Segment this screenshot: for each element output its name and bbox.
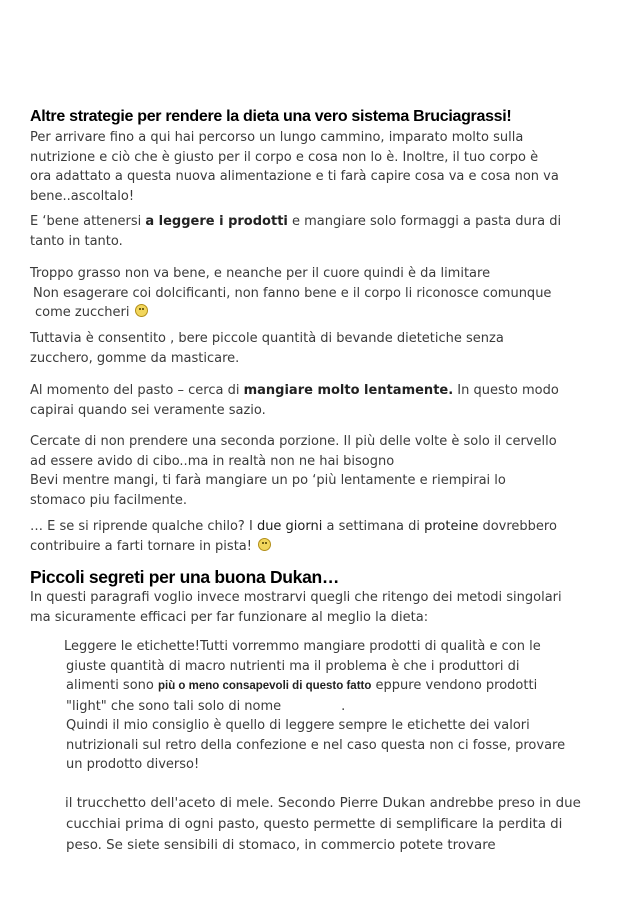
text-line [66, 676, 616, 697]
text-line: giuste quantità di macro nutrienti ma il problema è che i produttori di [66, 658, 520, 674]
text-line: tanto in tanto. [30, 233, 123, 249]
paragraph-intro [30, 128, 610, 206]
text-span: … E se si riprende qualche chilo? I [30, 519, 257, 534]
text-span: contribuire a farti tornare in pista! [30, 538, 252, 554]
section-heading: Altre strategie per rendere la dieta una vero sistema Bruciagrassi! [30, 108, 512, 125]
text-line: Per arrivare fino a qui hai percorso un lungo cammino, imparato molto sulla [30, 130, 524, 145]
text-span: In questo modo [453, 383, 559, 398]
list-item-aceto [66, 793, 626, 856]
text-line: il trucchetto dell'aceto di mele. Secondo Pierre Dukan andrebbe preso in due [65, 796, 581, 811]
text-span: E ‘bene attenersi [30, 214, 146, 229]
smiley-icon [258, 538, 271, 551]
text-line: Non esagerare coi dolcificanti, non fanno bene e il corpo li riconosce comunque [33, 285, 552, 301]
text-line: ma sicuramente efficaci per far funzionare al meglio la dieta: [30, 609, 429, 625]
link-due-giorni[interactable]: due giorni [256, 519, 323, 534]
text-span: Al momento del pasto – cerca di [30, 383, 244, 398]
text-span: . [341, 698, 346, 714]
text-line [30, 381, 610, 401]
text-line: peso. Se siete sensibili di stomaco, in commercio potete trovare [66, 838, 496, 853]
bold-text: più o meno consapevoli di questo fatto [157, 680, 372, 692]
paragraph-prodotti [30, 212, 610, 251]
paragraph-porzione [30, 432, 610, 510]
text-line: Cercate di non prendere una seconda porzione. Il più delle volte è solo il cervello [30, 434, 557, 449]
link-proteine[interactable]: proteine [424, 519, 479, 534]
text-line: Quindi il mio consiglio è quello di leggere sempre le etichette dei valori [66, 718, 530, 733]
text-span: alimenti sono [66, 678, 158, 693]
text-span: come zuccheri [35, 305, 130, 320]
text-span: dovrebbero [478, 519, 557, 534]
text-span: "light" che sono tali solo di nome [66, 698, 282, 714]
section-heading: Piccoli segreti per una buona Dukan… [30, 567, 340, 587]
smiley-icon [135, 304, 148, 317]
text-line: nutrizione e ciò che è giusto per il corpo e cosa non lo è. Inoltre, il tuo corpo è [30, 149, 539, 165]
bold-text: mangiare molto lentamente. [243, 383, 454, 398]
text-line [66, 697, 616, 717]
text-line: Leggere le etichette!Tutti vorremmo mangiare prodotti di qualità e con le [64, 639, 541, 654]
text-line: ad essere avido di cibo..ma in realtà non ne hai bisogno [30, 453, 395, 469]
bold-text: a leggere i prodotti [145, 214, 288, 229]
paragraph-segreti [30, 588, 610, 627]
paragraph-grasso [30, 264, 610, 323]
text-line: capirai quando sei veramente sazio. [30, 402, 266, 418]
text-line: In questi paragrafi voglio invece mostrarvi quegli che ritengo dei metodi singolari [30, 590, 562, 605]
text-span: a settimana di [322, 519, 425, 534]
text-line: cucchiai prima di ogni pasto, questo permette di semplificare la perdita di [66, 817, 563, 832]
paragraph-bevande [30, 329, 610, 368]
text-line [30, 212, 610, 232]
text-line: Troppo grasso non va bene, e neanche per il cuore quindi è da limitare [30, 266, 491, 281]
text-line [30, 537, 610, 557]
text-line: zucchero, gomme da masticare. [30, 350, 240, 366]
text-line: un prodotto diverso! [66, 757, 200, 772]
paragraph-pasto [30, 381, 610, 420]
text-line: bene..ascoltalo! [30, 188, 135, 204]
text-line: ora adattato a questa nuova alimentazione e ti farà capire cosa va e cosa non va [30, 169, 559, 184]
text-line [30, 303, 610, 323]
text-line [30, 517, 610, 537]
text-line: stomaco piu facilmente. [30, 492, 187, 508]
paragraph-chilo [30, 517, 610, 556]
text-span: e mangiare solo formaggi a pasta dura di [287, 214, 562, 229]
text-line: Tuttavia è consentito , bere piccole quantità di bevande dietetiche senza [30, 331, 504, 346]
text-line: Bevi mentre mangi, ti farà mangiare un po ‘più lentamente e riempirai lo [30, 473, 506, 488]
text-span: eppure vendono prodotti [371, 678, 538, 693]
text-line: nutrizionali sul retro della confezione e nel caso questa non ci fosse, provare [66, 737, 566, 753]
list-item-etichette [66, 637, 616, 775]
